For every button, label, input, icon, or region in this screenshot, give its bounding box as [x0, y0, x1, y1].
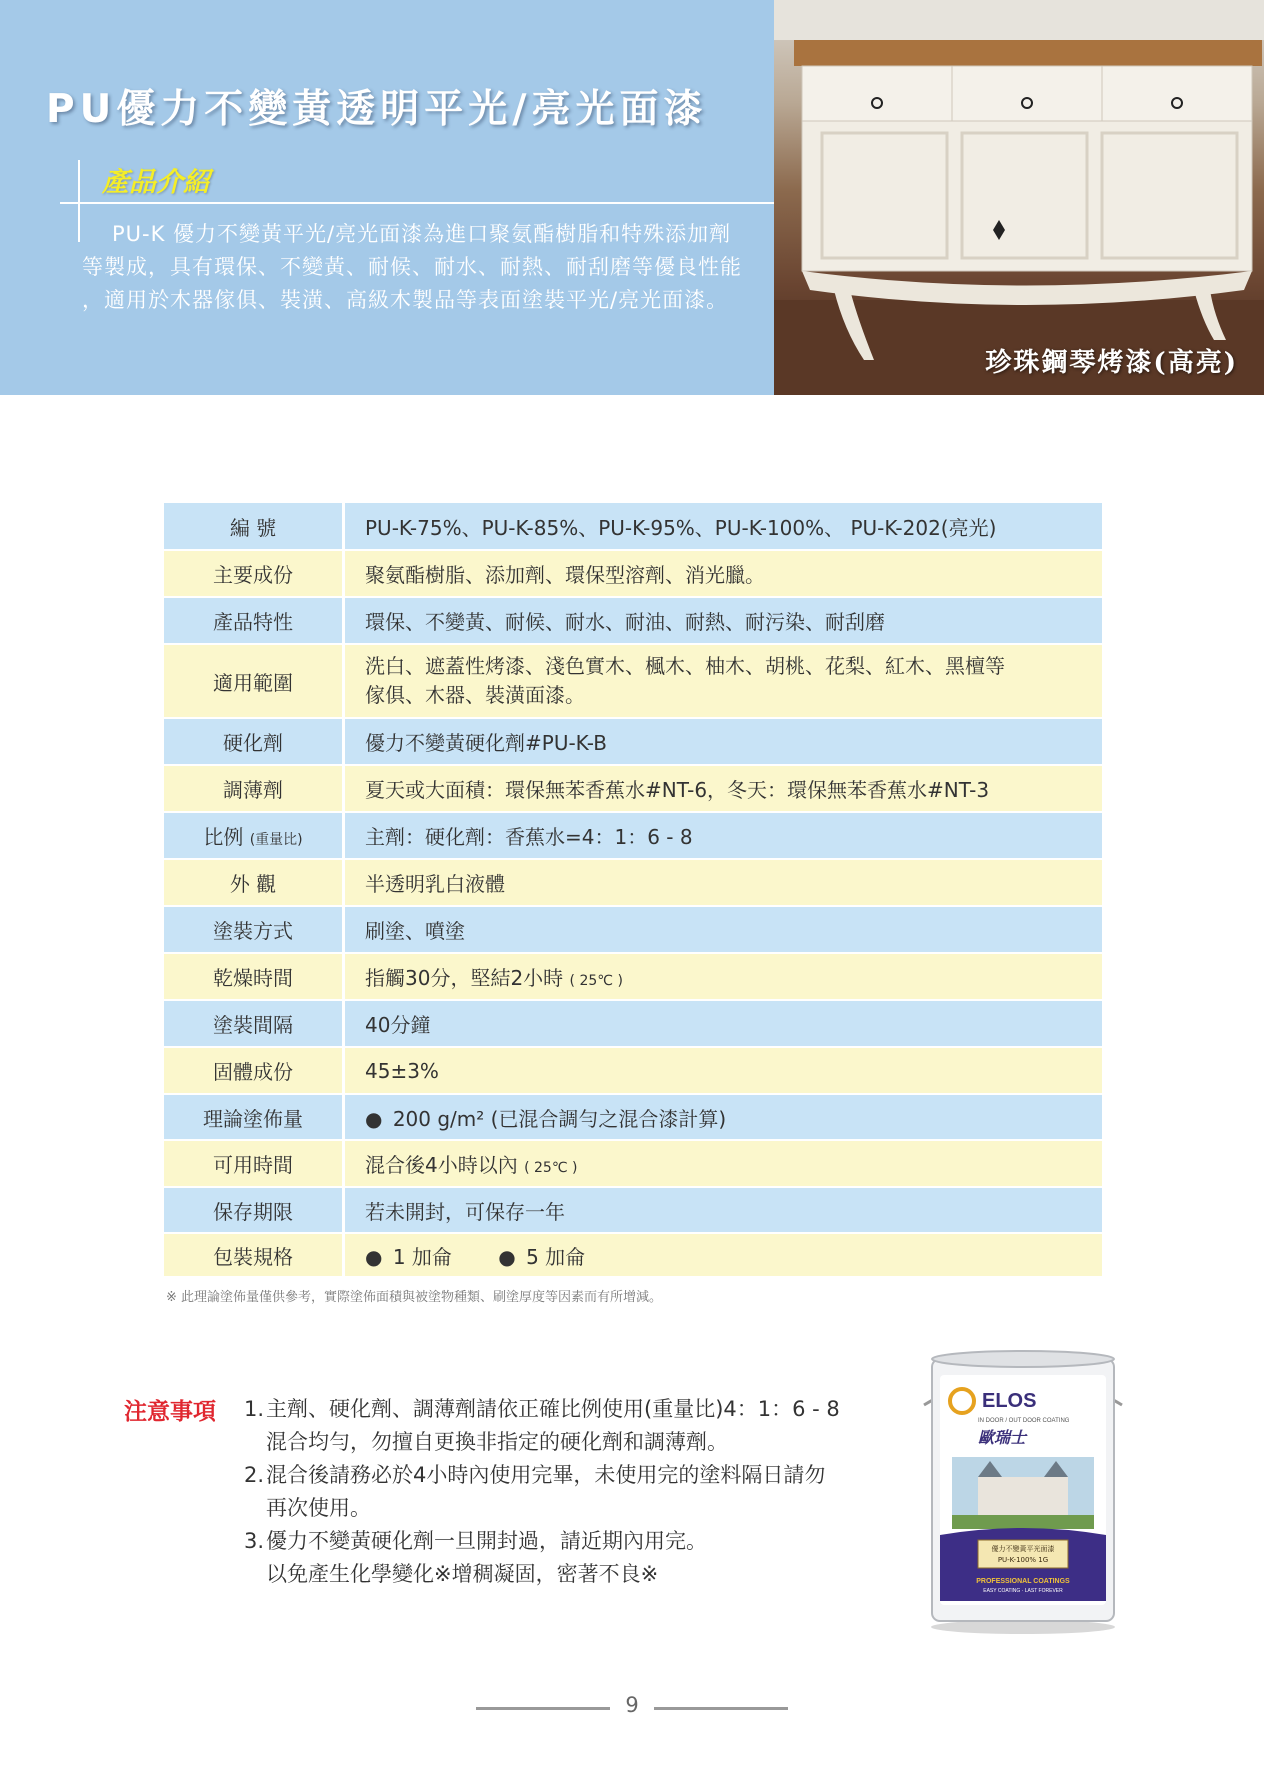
- bullet: ●: [498, 1244, 516, 1269]
- row-label: 塗裝間隔: [164, 1000, 344, 1047]
- row-value: [344, 953, 1103, 1000]
- row-label: 固體成份: [164, 1047, 344, 1094]
- pack-size: 1 加侖: [392, 1244, 452, 1269]
- table-row: [164, 765, 1102, 812]
- row-label: 編 號: [164, 503, 344, 550]
- table-row: [164, 953, 1102, 1000]
- cabinet-photo: [774, 0, 1264, 395]
- table-row: [164, 812, 1102, 859]
- header-banner: [0, 0, 775, 395]
- intro-line: PU-K 優力不變黃平光/亮光面漆為進口聚氨酯樹脂和特殊添加劑: [112, 222, 732, 246]
- intro-line: 等製成，具有環保、不變黃、耐候、耐水、耐熱、耐刮磨等優良性能: [82, 255, 742, 279]
- intro-heading: 產品介紹: [102, 167, 210, 198]
- row-label: 主要成份: [164, 550, 344, 597]
- row-value: 45±3%: [344, 1047, 1103, 1094]
- table-row: [164, 597, 1102, 644]
- row-value: 若未開封，可保存一年: [344, 1187, 1103, 1233]
- row-label: 塗裝方式: [164, 906, 344, 953]
- row-value: [344, 644, 1103, 718]
- pack-size: 5 加侖: [526, 1244, 586, 1269]
- photo-caption: 珍珠鋼琴烤漆(高亮): [985, 348, 1238, 378]
- list-item: [244, 1393, 904, 1459]
- row-label: 保存期限: [164, 1187, 344, 1233]
- table-row: [164, 1047, 1102, 1094]
- can-band: PROFESSIONAL COATINGS: [976, 1578, 1070, 1585]
- can-code: PU-K-100% 1G: [997, 1556, 1049, 1564]
- can-tagline: IN DOOR / OUT DOOR COATING: [978, 1418, 1070, 1424]
- notes-list: [244, 1393, 904, 1591]
- row-value: [344, 1094, 1103, 1140]
- table-row: [164, 644, 1102, 718]
- list-item: [244, 1525, 904, 1591]
- row-value: 優力不變黃硬化劑#PU-K-B: [344, 718, 1103, 765]
- ratio-label: 比例: [203, 825, 244, 849]
- coverage-value: 200 g/m² (已混合調勻之混合漆計算): [392, 1106, 727, 1131]
- table-row: [164, 1094, 1102, 1140]
- can-brand: ELOS: [982, 1390, 1037, 1412]
- bullet: ●: [365, 1106, 383, 1131]
- note-line: 混合均勻，勿擅自更換非指定的硬化劑和調薄劑。: [266, 1430, 728, 1454]
- table-row: [164, 1233, 1102, 1277]
- cabinet-illustration: [774, 0, 1264, 395]
- table-row: [164, 718, 1102, 765]
- row-label: 產品特性: [164, 597, 344, 644]
- note-text: 優力不變黃硬化劑一旦開封過，請近期內用完。: [266, 1529, 707, 1553]
- row-value: 刷塗、噴塗: [344, 906, 1103, 953]
- row-label: 外 觀: [164, 859, 344, 906]
- note-line: [244, 1459, 904, 1492]
- row-label: [164, 812, 344, 859]
- intro-paragraph: [82, 218, 832, 317]
- note-number: 1.: [244, 1397, 265, 1421]
- footnote: ※ 此理論塗佈量僅供參考，實際塗佈面積與被塗物種類、刷塗厚度等因素而有所增減。: [166, 1290, 663, 1305]
- ratio-label-unit: (重量比): [249, 832, 303, 848]
- table-row: [164, 550, 1102, 597]
- page-number-rule-right: [654, 1707, 788, 1710]
- table-row: [164, 859, 1102, 906]
- note-number: 3.: [244, 1529, 265, 1553]
- row-label: 包裝規格: [164, 1233, 344, 1277]
- table-row: [164, 1187, 1102, 1233]
- can-product: 優力不變黃平光面漆: [991, 1545, 1055, 1553]
- table-row: [164, 1000, 1102, 1047]
- row-label: 乾燥時間: [164, 953, 344, 1000]
- bullet: ●: [365, 1244, 383, 1269]
- row-value: [344, 1140, 1103, 1187]
- paint-can-illustration: [918, 1345, 1128, 1635]
- row-label: 硬化劑: [164, 718, 344, 765]
- row-value: 聚氨酯樹脂、添加劑、環保型溶劑、消光臘。: [344, 550, 1103, 597]
- page-number: 9: [625, 1693, 639, 1717]
- pot-life-temp: ( 25℃ ): [524, 1160, 578, 1176]
- table-row: [164, 906, 1102, 953]
- note-number: 2.: [244, 1463, 265, 1487]
- dry-time-value: 指觸30分，堅結2小時: [365, 966, 564, 990]
- spec-table: [164, 503, 1102, 1278]
- row-value: 主劑：硬化劑：香蕉水=4：1：6 - 8: [344, 812, 1103, 859]
- page-title: PU優力不變黃透明平光/亮光面漆: [46, 87, 708, 132]
- decor-horizontal-line: [60, 202, 805, 204]
- intro-line: ，適用於木器傢俱、裝潢、高級木製品等表面塗裝平光/亮光面漆。: [82, 288, 729, 312]
- row-value: 環保、不變黃、耐候、耐水、耐油、耐熱、耐污染、耐刮磨: [344, 597, 1103, 644]
- note-line: [244, 1525, 904, 1558]
- note-line: 再次使用。: [266, 1496, 371, 1520]
- can-band-tagline: EASY COATING · LAST FOREVER: [983, 1588, 1063, 1594]
- row-label: 理論塗佈量: [164, 1094, 344, 1140]
- decor-vertical-line: [78, 160, 80, 242]
- notes-label: 注意事項: [124, 1399, 216, 1425]
- note-text: 混合後請務必於4小時內使用完畢，未使用完的塗料隔日請勿: [266, 1463, 826, 1487]
- row-value: [344, 1233, 1103, 1277]
- row-value: 夏天或大面積：環保無苯香蕉水#NT-6，冬天：環保無苯香蕉水#NT-3: [344, 765, 1103, 812]
- row-value: PU-K-75%、PU-K-85%、PU-K-95%、PU-K-100%、 PU-K-202(亮光): [344, 503, 1103, 550]
- row-label: 可用時間: [164, 1140, 344, 1187]
- pot-life-value: 混合後4小時以內: [365, 1153, 518, 1177]
- note-line: 以免產生化學變化※增稠凝固，密著不良※: [266, 1562, 659, 1586]
- table-row: [164, 503, 1102, 550]
- page-number-rule-left: [476, 1707, 610, 1710]
- row-label: 調薄劑: [164, 765, 344, 812]
- can-brand-cn: 歐瑞士: [978, 1428, 1027, 1447]
- row-value-line: 傢俱、木器、裝潢面漆。: [365, 683, 585, 707]
- row-value: 半透明乳白液體: [344, 859, 1103, 906]
- row-label: 適用範圍: [164, 644, 344, 718]
- row-value: 40分鐘: [344, 1000, 1103, 1047]
- table-row: [164, 1140, 1102, 1187]
- dry-time-temp: ( 25℃ ): [569, 973, 623, 989]
- row-value-line: 洗白、遮蓋性烤漆、淺色實木、楓木、柚木、胡桃、花梨、紅木、黑檀等: [365, 654, 1005, 678]
- note-line: [244, 1393, 904, 1426]
- list-item: [244, 1459, 904, 1525]
- paint-can-image: [918, 1345, 1128, 1635]
- note-text: 主劑、硬化劑、調薄劑請依正確比例使用(重量比)4：1：6 - 8: [266, 1397, 840, 1421]
